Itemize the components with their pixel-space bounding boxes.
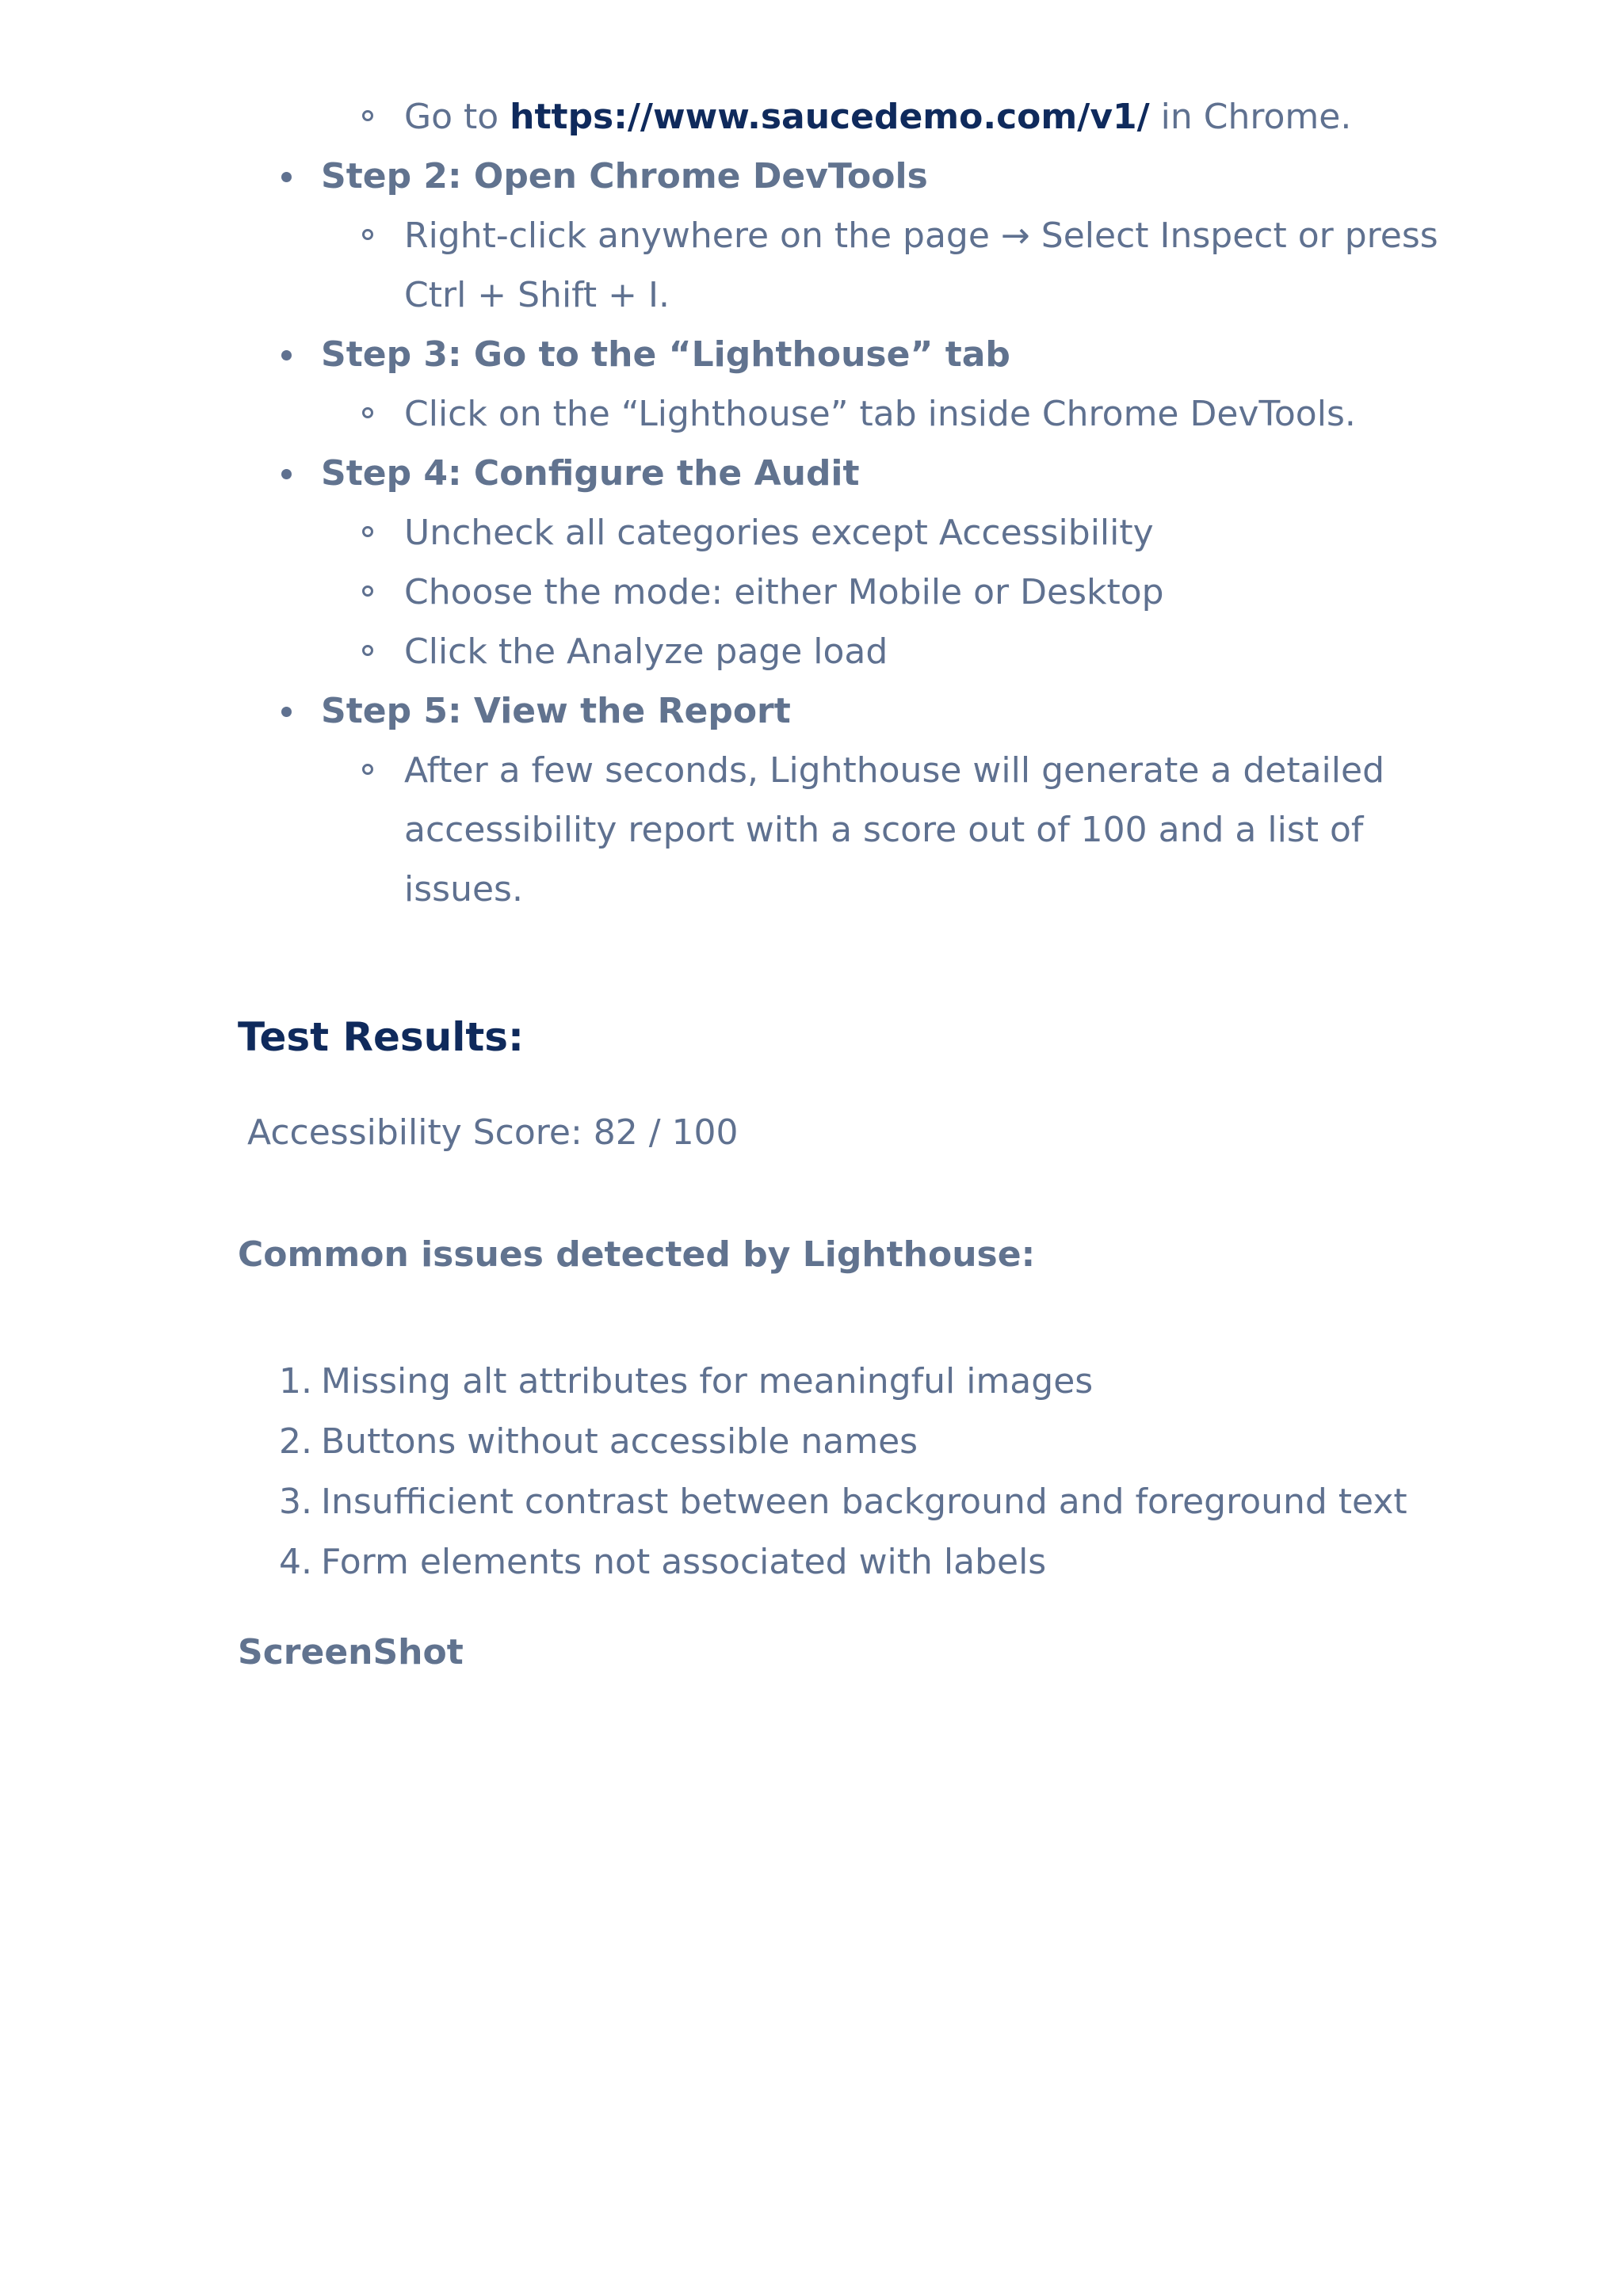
step4-sub-item bbox=[238, 503, 1474, 563]
circle-bullet-icon bbox=[362, 229, 373, 240]
step5-sub-line2: accessibility report with a score out of 100 and a list of bbox=[404, 810, 1364, 850]
step4-item bbox=[238, 444, 1474, 503]
step2-title: Step 2: Open Chrome DevTools bbox=[321, 156, 928, 196]
step3-sub-item bbox=[238, 384, 1474, 444]
list-item-number: 4. bbox=[279, 1542, 312, 1582]
circle-bullet-icon bbox=[362, 645, 373, 656]
list-item-number: 1. bbox=[279, 1361, 312, 1402]
circle-bullet-icon bbox=[362, 585, 373, 597]
issues-list bbox=[238, 1352, 1474, 1592]
common-issues-heading: Common issues detected by Lighthouse: bbox=[238, 1234, 1036, 1275]
step2-item bbox=[238, 147, 1474, 206]
list-item-text: Form elements not associated with labels bbox=[321, 1542, 1047, 1582]
accessibility-score: Accessibility Score: 82 / 100 bbox=[247, 1112, 739, 1153]
steps-list bbox=[238, 87, 1474, 919]
step5-title: Step 5: View the Report bbox=[321, 691, 791, 731]
step2-sub-line1: Right-click anywhere on the page → Select Inspect or press bbox=[404, 215, 1438, 256]
list-item-number: 3. bbox=[279, 1482, 312, 1522]
step4-sub-text: Click the Analyze page load bbox=[404, 631, 888, 672]
saucedemo-url-link[interactable]: https://www.saucedemo.com/v1/ bbox=[510, 97, 1150, 137]
step1-sub-item bbox=[238, 87, 1474, 147]
step5-item bbox=[238, 681, 1474, 741]
disc-bullet-icon bbox=[281, 350, 292, 360]
step4-sub-text: Choose the mode: either Mobile or Desktop bbox=[404, 572, 1164, 612]
step3-title: Step 3: Go to the “Lighthouse” tab bbox=[321, 334, 1010, 375]
step2-sub-line2: Ctrl + Shift + I. bbox=[404, 275, 670, 315]
step5-sub-item-continued bbox=[238, 860, 1474, 919]
step5-sub-line1: After a few seconds, Lighthouse will generate a detailed bbox=[404, 750, 1385, 791]
circle-bullet-icon bbox=[362, 407, 373, 418]
step4-sub-item bbox=[238, 622, 1474, 681]
step4-title: Step 4: Configure the Audit bbox=[321, 453, 860, 494]
step5-sub-item bbox=[238, 741, 1474, 800]
step4-sub-item bbox=[238, 563, 1474, 622]
circle-bullet-icon bbox=[362, 526, 373, 537]
list-item bbox=[238, 1472, 1474, 1532]
disc-bullet-icon bbox=[281, 469, 292, 479]
step3-sub-text: Click on the “Lighthouse” tab inside Chrome DevTools. bbox=[404, 394, 1356, 434]
screenshot-heading: ScreenShot bbox=[238, 1632, 464, 1672]
step5-sub-line3: issues. bbox=[404, 869, 523, 910]
circle-bullet-icon bbox=[362, 764, 373, 775]
step3-item bbox=[238, 325, 1474, 384]
list-item-text: Missing alt attributes for meaningful images bbox=[321, 1361, 1094, 1402]
step2-sub-item-continued bbox=[238, 265, 1474, 325]
list-item bbox=[238, 1412, 1474, 1472]
list-item-number: 2. bbox=[279, 1421, 312, 1462]
step1-sub-suffix: in Chrome. bbox=[1149, 97, 1352, 137]
list-item-text: Buttons without accessible names bbox=[321, 1421, 918, 1462]
step1-sub-prefix: Go to bbox=[404, 97, 510, 137]
disc-bullet-icon bbox=[281, 172, 292, 182]
disc-bullet-icon bbox=[281, 707, 292, 717]
test-results-heading: Test Results: bbox=[238, 1014, 525, 1060]
step5-sub-item-continued bbox=[238, 800, 1474, 860]
step4-sub-text: Uncheck all categories except Accessibility bbox=[404, 513, 1154, 553]
circle-bullet-icon bbox=[362, 110, 373, 121]
step2-sub-item bbox=[238, 206, 1474, 265]
list-item-text: Insufficient contrast between background and foreground text bbox=[321, 1482, 1407, 1522]
list-item bbox=[238, 1352, 1474, 1412]
list-item bbox=[238, 1532, 1474, 1592]
